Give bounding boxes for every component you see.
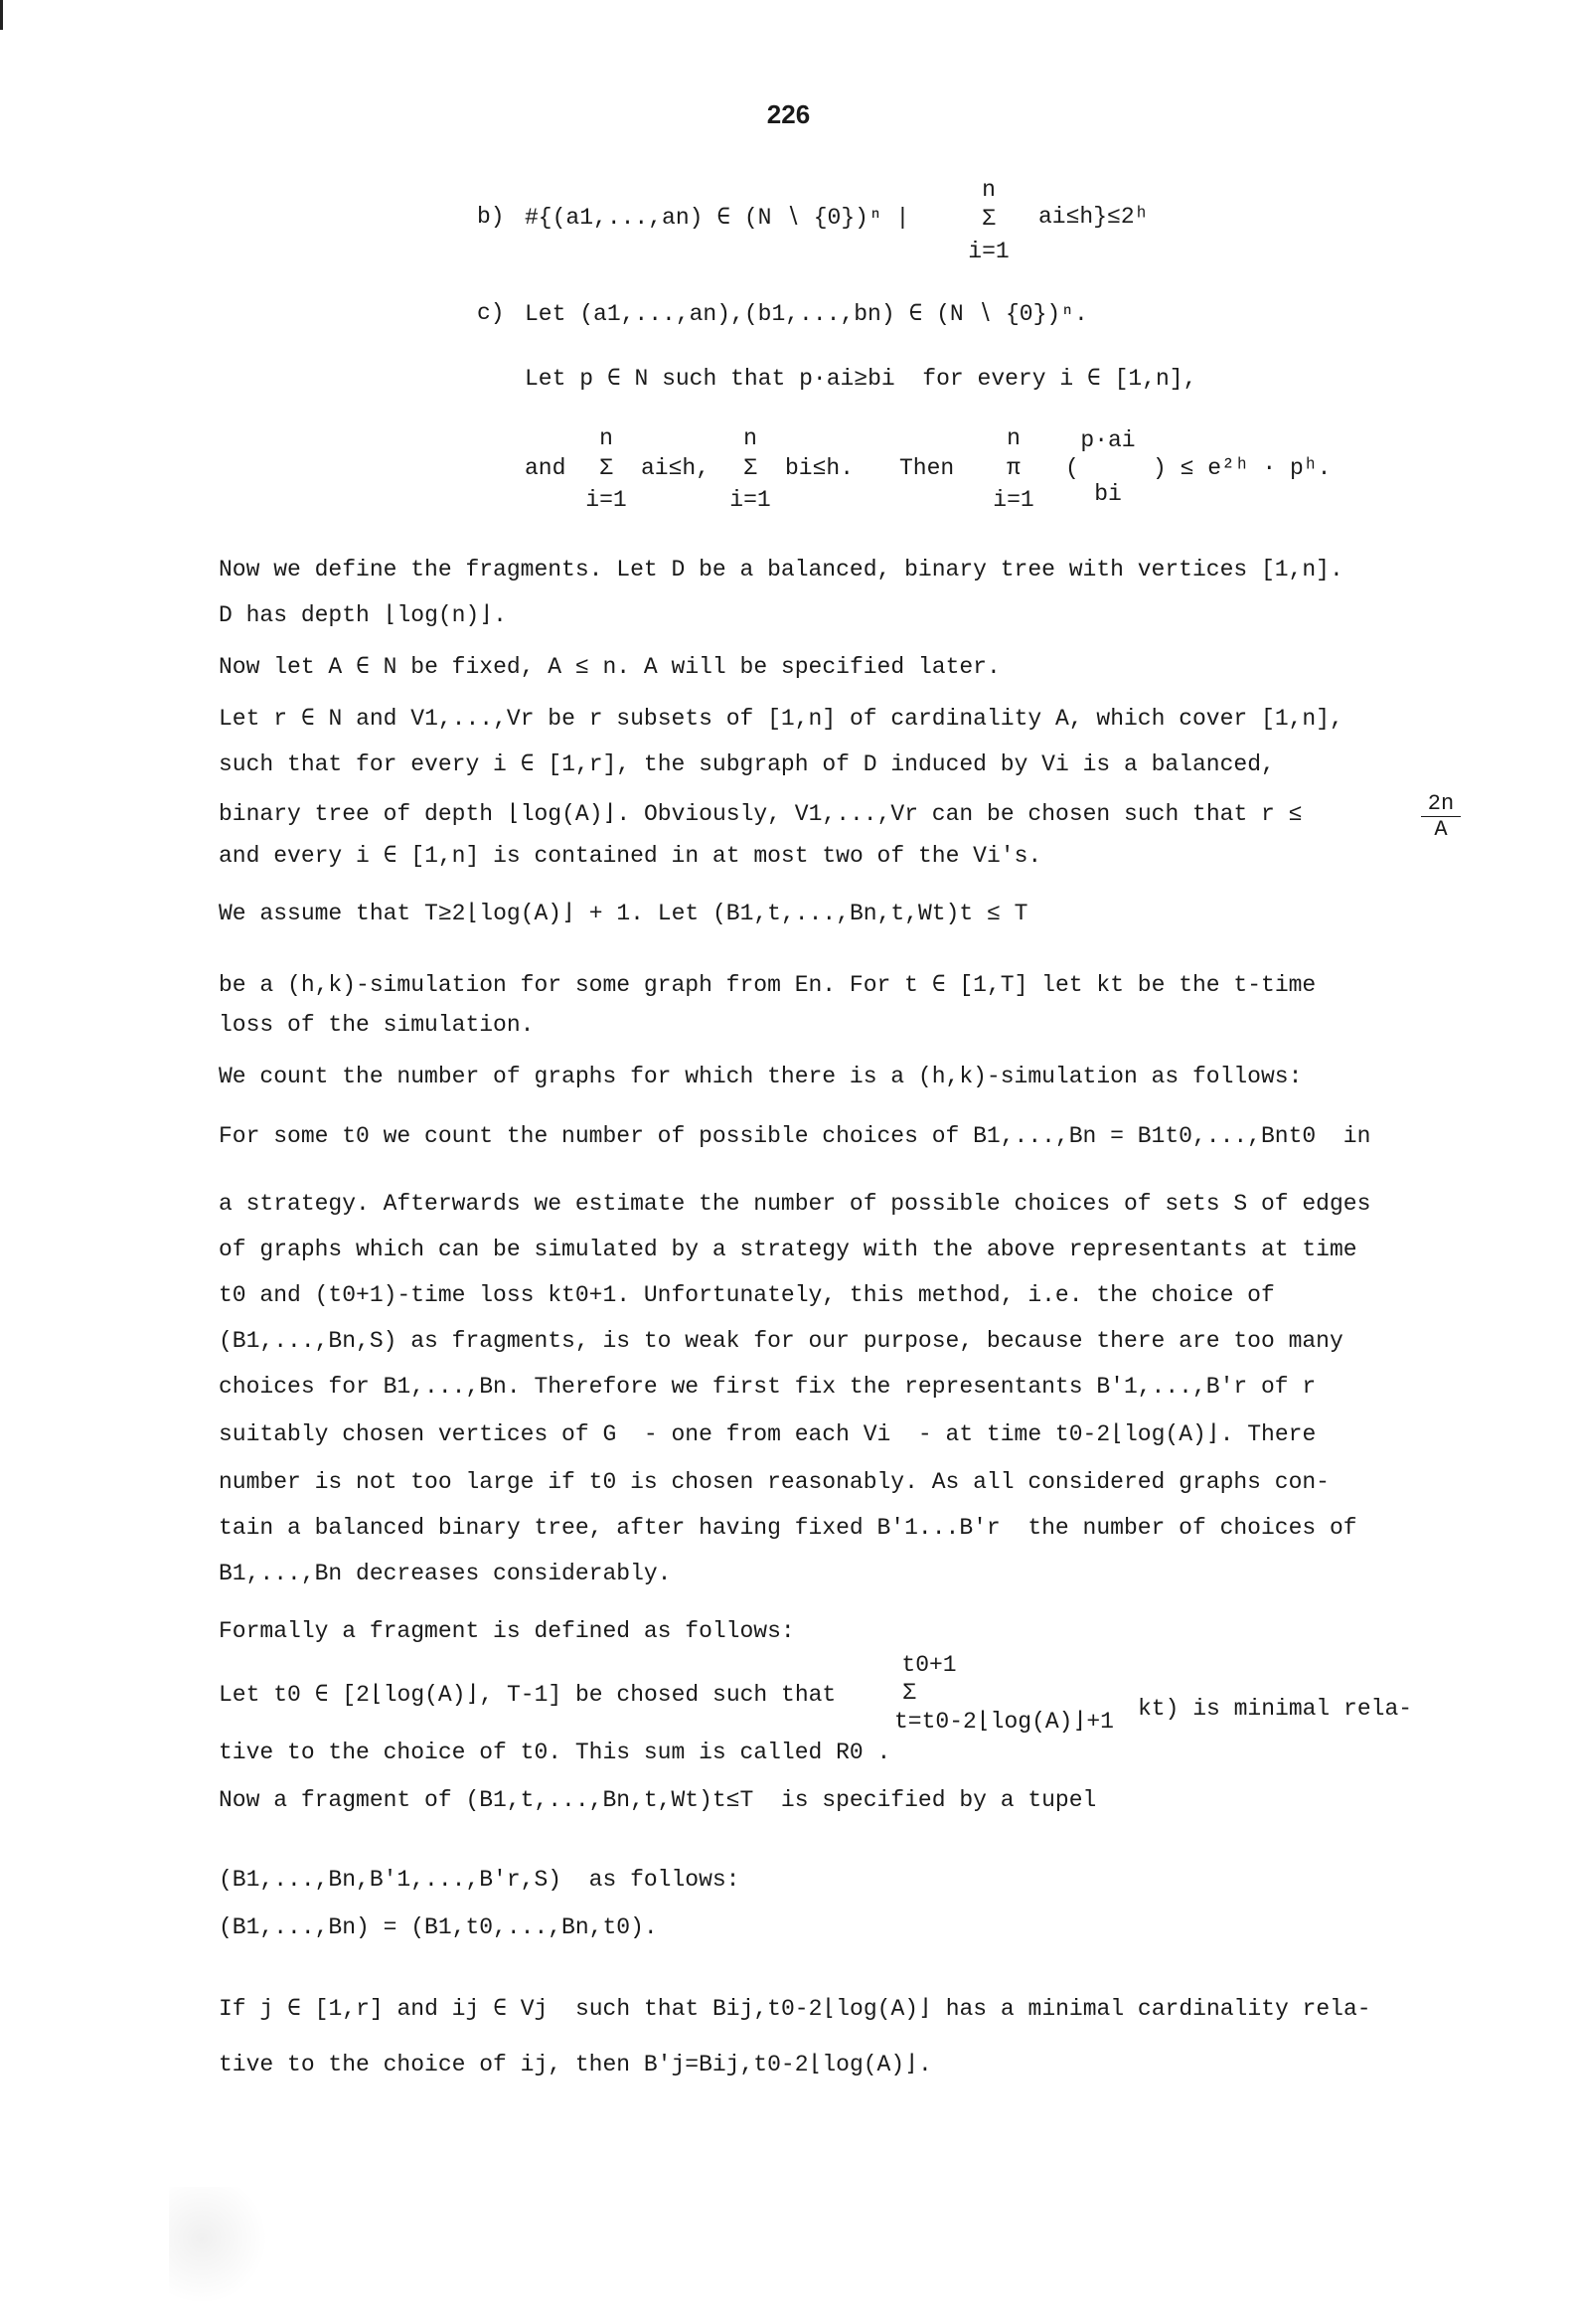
body-line-3: Now let A ∈ N be fixed, A ≤ n. A will be specified later. [219, 654, 1001, 680]
lemma-c-prod-top: n [1007, 425, 1021, 451]
formal-sum-bottom: t=t0-2⌊log(A)⌋+1 [894, 1709, 1114, 1735]
body-line-15: t0 and (t0+1)-time loss kt0+1. Unfortunately, this method, i.e. the choice of [219, 1282, 1275, 1308]
body-line-8: We assume that T≥2⌊log(A)⌋ + 1. Let (B1,t,...,Bn,t,Wt)t ≤ T [219, 901, 1028, 926]
lemma-b-text: #{(a1,...,an) ∈ (N ∖ {0})ⁿ | [525, 205, 910, 231]
body-line-26: (B1,...,Bn,B'1,...,B'r,S) as follows: [219, 1867, 740, 1893]
formal-sum-top: t0+1 [901, 1652, 957, 1678]
lemma-c-line1: Let (a1,...,an),(b1,...,bn) ∈ (N ∖ {0})ⁿ. [525, 301, 1088, 327]
body-line-14: of graphs which can be simulated by a strategy with the above representants at time [219, 1237, 1357, 1262]
body-line-5: such that for every i ∈ [1,r], the subgraph of D induced by Vi is a balanced, [219, 751, 1275, 777]
lemma-c-sum1-top: n [599, 425, 613, 451]
body-line-28: If j ∈ [1,r] and ij ∈ Vj such that Bij,t0-2⌊log(A)⌋ has a minimal cardinality rela- [219, 1996, 1371, 2022]
lemma-c-tail: ) ≤ e²ʰ · pʰ. [1153, 455, 1332, 481]
lemma-c-sum2-bottom: i=1 [729, 487, 771, 513]
formal-sum-tail: kt) is minimal rela- [1138, 1696, 1413, 1722]
body-line-6: binary tree of depth ⌊log(A)⌋. Obviously, V1,...,Vr can be chosen such that r ≤ [219, 801, 1303, 827]
lemma-c-and: and [525, 455, 566, 481]
body-line-10: loss of the simulation. [219, 1012, 535, 1038]
lemma-c-sum1-tail: ai≤h, [641, 455, 710, 481]
fraction-numerator: 2n [1421, 791, 1461, 817]
lemma-b-sum-top: n [982, 177, 996, 203]
lemma-c-sum2-symbol: Σ [743, 455, 757, 481]
body-line-4: Let r ∈ N and V1,...,Vr be r subsets of [1,n] of cardinality A, which cover [1,n], [219, 706, 1343, 732]
body-line-9: be a (h,k)-simulation for some graph from En. For t ∈ [1,T] let kt be the t-time [219, 972, 1317, 998]
body-line-24: tive to the choice of t0. This sum is called R0 . [219, 1740, 891, 1765]
lemma-c-then: Then [899, 455, 955, 481]
body-line-22: Formally a fragment is defined as follows: [219, 1618, 795, 1644]
body-line-21: B1,...,Bn decreases considerably. [219, 1561, 672, 1586]
lemma-c-line2: Let p ∈ N such that p·ai≥bi for every i ∈ [1,n], [525, 366, 1197, 392]
lemma-c-frac-den: bi [1094, 481, 1122, 507]
body-line-17: choices for B1,...,Bn. Therefore we first fix the representants B'1,...,B'r of r [219, 1374, 1317, 1400]
page-edge-mark [0, 0, 3, 30]
lemma-c-frac-num: p·ai [1080, 427, 1136, 453]
body-line-29: tive to the choice of ij, then B'j=Bij,t0-2⌊log(A)⌋. [219, 2052, 932, 2077]
body-line-16: (B1,...,Bn,S) as fragments, is to weak for our purpose, because there are too many [219, 1328, 1343, 1354]
body-line-7: and every i ∈ [1,n] is contained in at most two of the Vi's. [219, 843, 1042, 869]
lemma-c-sum1-symbol: Σ [599, 455, 613, 481]
body-line-19: number is not too large if t0 is chosen reasonably. As all considered graphs con- [219, 1469, 1330, 1495]
lemma-b-tail: ai≤h}≤2ʰ [1038, 204, 1149, 230]
lemma-c-sum2-tail: bi≤h. [785, 455, 855, 481]
body-line-23: Let t0 ∈ [2⌊log(A)⌋, T-1] be chosed such that [219, 1682, 837, 1708]
body-line-1: Now we define the fragments. Let D be a balanced, binary tree with vertices [1,n]. [219, 557, 1343, 582]
body-line-20: tain a balanced binary tree, after having fixed B'1...B'r the number of choices of [219, 1515, 1357, 1541]
body-line-2: D has depth ⌊log(n)⌋. [219, 602, 507, 628]
lemma-c-prod-symbol: π [1007, 455, 1021, 481]
body-line-18: suitably chosen vertices of G - one from each Vi - at time t0-2⌊log(A)⌋. There [219, 1421, 1317, 1447]
lemma-c-sum1-bottom: i=1 [585, 487, 627, 513]
lemma-c-sum2-top: n [743, 425, 757, 451]
fraction-denominator: A [1434, 817, 1448, 842]
body-line-13: a strategy. Afterwards we estimate the number of possible choices of sets S of edges [219, 1191, 1371, 1217]
body-line-12: For some t0 we count the number of possible choices of B1,...,Bn = B1t0,...,Bnt0 in [219, 1123, 1371, 1149]
scan-speckle [169, 2187, 278, 2316]
body-line-11: We count the number of graphs for which there is a (h,k)-simulation as follows: [219, 1064, 1303, 1089]
lemma-b-sum-symbol: Σ [982, 206, 996, 232]
body-line-25: Now a fragment of (B1,t,...,Bn,t,Wt)t≤T is specified by a tupel [219, 1787, 1097, 1813]
lemma-b-sum-bottom: i=1 [968, 239, 1010, 264]
lemma-b-label: b) [477, 204, 505, 230]
page-number: 226 [766, 99, 811, 129]
fraction-2n-over-A [1421, 791, 1461, 842]
lemma-c-open-paren: ( [1065, 455, 1079, 481]
formal-sum-symbol: Σ [902, 1680, 916, 1706]
body-line-27: (B1,...,Bn) = (B1,t0,...,Bn,t0). [219, 1914, 658, 1940]
lemma-c-prod-bottom: i=1 [993, 487, 1034, 513]
lemma-c-label: c) [477, 300, 505, 326]
